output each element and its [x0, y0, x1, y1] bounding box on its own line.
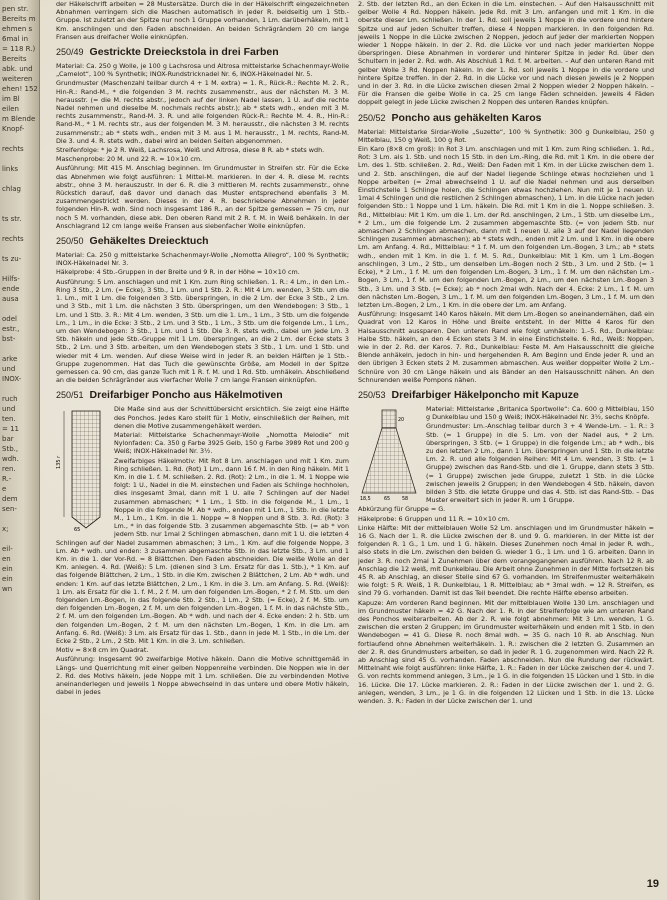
instructions-text: Ausführung: Mit 415 M. Anschlag beginnen. Im Grundmuster in Streifen str. Für die Ecke das Abnehmen wie folgt ausführen: 1 Mittel-M. markieren. In der 4. R. diese M. rechts abstr., ohne 3 M. herauszustr. In der 6. R. die 3 mittleren M. rechts zusammenstr., ohne Rückstich darauf, daß davor und danach das Muster entsprechend ebenfalls 3 M. zusammengestrickt werden. Dieses in der 4. R. beschriebene Abnehmen in jeder folgenden Hin-R. wdh. Sind noch insgesamt 186 R., an der Spitze gemessen = 75 cm, nur noch 5 M. vorhanden, diese abk. Den oberen Rand mit 2 R. f. M. in Weiß behäkeln. In der Anschlagrand 12 cm lange weiße Fransen aus siebenfacher Wolle einknüpfen.	[56, 164, 349, 230]
prev-page-text-line	[2, 174, 39, 184]
prev-page-text-line	[2, 244, 39, 254]
gauge-text: Häkelprobe: 4 Stb.-Gruppen in der Breite und 9 R. in der Höhe = 10×10 cm.	[56, 268, 300, 277]
pattern-text: Grundmuster: Lm.-Anschlag teilbar durch 3 + 4 Wende-Lm. – 1. R.: 3 Stb. (= 1 Gruppe) in die 5. Lm. von der Nadel aus, * 2 Lm. überspringen, 3 Stb. (= 1 Gruppe) in die folgende Lm.; ab * wdh., bis zu den letzten 2 Lm., dann 1 Lm. überspringen und 1 Stb. in die letzte Lm. 2. R. und alle folgenden Reihen: Mit 4 Lm. wenden, 3 Stb. (= 1 Gruppe) zwischen das Rand-Stb. und die 1. Gruppe, dann stets 3 Stb. (= 1 Gruppe) zwischen jede Gruppe, zuletzt 1 Stb. in die Lücke zwischen jeweils 2 Gruppen; in den Wendebogen 4 Stb. häkeln, davon bilden 3 Stb. die letzte Gruppe und das 4. Stb. ist das Rand-Stb. – Das Muster erweitert sich in jeder R. um 1 Gruppe.	[426, 422, 654, 505]
prev-page-text-line: ts zu-	[2, 255, 22, 263]
section-heading-250-52	[358, 112, 654, 125]
section-number: 250/49	[56, 47, 84, 58]
prev-page-text-line: ausa	[2, 295, 19, 303]
prev-page-text-line: ten.	[2, 415, 16, 423]
prev-page-text-line: wn	[2, 585, 13, 593]
prev-page-text-line: en	[2, 555, 11, 563]
prev-page-text-line: ein	[2, 575, 13, 583]
prev-page-text-line: weiteren	[2, 75, 33, 83]
section-number: 250/53	[358, 389, 386, 400]
prev-page-text-line	[2, 514, 39, 524]
prev-page-text-line: ruch	[2, 395, 18, 403]
left-column	[56, 0, 349, 900]
previous-page-edge	[0, 0, 40, 900]
prev-page-text-line: und	[2, 365, 16, 373]
prev-page-text-line: sen-	[2, 505, 17, 513]
section-number: 250/50	[56, 236, 84, 247]
prev-page-text-line	[2, 224, 39, 234]
instructions-text: Ausführung: 5 Lm. anschlagen und mit 1 Km. zum Ring schließen. 1. R.: 4 Lm., in den Lm.-Ring 3 Stb., 2 Lm. (= Ecke), 3 Stb., 1 Lm. und 1 Stb. 2. R.: Mit 4 Lm. wenden, 3 Stb. um die 1. Lm., mit 1 Lm. die folgenden 3 Stb. überspringen, in die 2 Lm. der Ecke 3 Stb., 2 Lm. und 3 Stb., mit 1 Lm. die nächsten 3 Stb. überspringen, um den Wendebogen: 3 Stb., 1 Lm. und 1 Stb. 3. R.: Mit 4 Lm. wenden, 3 Stb. um die 1. Lm., 1 Lm., 3 Stb. um die folgende Lm., 1 Lm., in die Ecke: 3 Stb., 2 Lm. und 3 Stb., 1 Lm., 3 Stb. um die folgende Lm., 1 Lm., um den Wendebogen: 3 Stb., 1 Lm. und 1 Stb. Die 3. R. stets wdh., dabei um jede Lm. 3 Stb. häkeln und jede Stb.-Gruppe mit 1 Lm. überspringen, an die 2 Lm. der Ecke stets 3 Stb., 2 Lm. und 3 Stb. arbeiten, um den Wendebogen stets 3 Stb., 1 Lm. und 1 Stb. und wieder mit 4 Lm. wenden. Auf diese Weise wird in jeder R. an beiden Hälften je 1 Stb.-Gruppe zugenommen. Hat das Tuch die gewünschte Größe, am Modell in der Spitze gemessen ca. 90 cm, das ganze Tuch mit 1 R. f. M. und 1 Rd. Stb. umhäkeln. Abschließend an die beiden Schrägränder aus vierfacher Wolle 7 cm lange Fransen einknüpfen.	[56, 277, 349, 385]
prev-page-text-line: rechts	[2, 235, 24, 243]
material-text: Material: Mittelstarke Schachenmayr-Wolle „Nomotta Melodie“ mit Nylonfaden: Ca. 350 g Farbe 3925 Gelb, 150 g Farbe 3989 Rot und 200 g Weiß; INOX-Häkelnadel Nr. 3½.	[114, 430, 349, 456]
prev-page-text-line: pen str.	[2, 5, 29, 13]
prev-page-text-line: e	[2, 485, 7, 493]
section-heading-250-51	[56, 389, 349, 402]
prev-page-text-line: bar	[2, 435, 14, 443]
material-text: Material: Mittelstarke „Britanica Sportwolle“: Ca. 600 g Mittelblau, 150 g Dunkelblau und 150 g Weiß; INOX-Häkelnadel Nr. 3½, sechs Knöpfe.	[426, 404, 654, 422]
prev-page-text-line	[2, 154, 39, 164]
gauge-text: Maschenprobe: 20 M. und 22 R. = 10×10 cm.	[56, 155, 203, 164]
magazine-page	[40, 0, 667, 900]
section-title: Poncho aus gehäkelten Karos	[391, 111, 542, 124]
dimension-label: 18,5	[360, 496, 371, 502]
dimension-label: 58	[402, 496, 409, 502]
prev-page-text-line: odel	[2, 315, 17, 323]
intro-text: der Häkelschrift arbeiten = 28 Mustersätze. Durch die in der Häkelschrift eingezeichneten Abnahmen verringern sich die Maschen automatisch in jeder R. beidseitig um 1 Stb.-Gruppe. Ist zuletzt an der Spitze nur noch 1 Gruppe vorhanden, 1 Lm. darüberhäkeln, mit 1 Km. anschlingen und den Faden abschneiden. An beiden Schrägrändern 20 cm lange Fransen aus dreifacher Wolle einknüpfen.	[56, 0, 349, 41]
prev-page-text-line: eilen	[2, 105, 19, 113]
dimension-label: 135 r	[56, 456, 62, 470]
section-title: Gestrickte Dreieckstola in drei Farben	[89, 46, 279, 59]
prev-page-text-line: dem	[2, 495, 18, 503]
dimension-label: 65	[74, 527, 81, 533]
prev-page-text-line: Bereits	[2, 55, 27, 63]
prev-page-text-line: estr.,	[2, 325, 20, 333]
prev-page-text-line: Knopf-	[2, 125, 25, 133]
prev-page-text-line	[2, 264, 39, 274]
prev-page-text-line	[2, 304, 39, 314]
prev-page-text-line: m Blende	[2, 115, 36, 123]
section-title: Dreifarbiger Poncho aus Häkelmotiven	[89, 389, 283, 402]
prev-page-text-line: ende	[2, 285, 20, 293]
dimension-label: 65	[384, 496, 391, 502]
prev-page-text-line: ehmen s	[2, 25, 33, 33]
prev-page-text-line: im Bl	[2, 95, 20, 103]
prev-page-text-line	[2, 344, 39, 354]
poncho-schematic	[56, 407, 108, 532]
prev-page-text-line	[2, 134, 39, 144]
motif-text: Ein Karo (8×8 cm groß): In Rot 3 Lm. anschlagen und mit 1 Km. zum Ring schließen. 1. Rd., Rot: 3 Lm. als 1. Stb. und noch 15 Stb. in den Lm.-Ring, die Rd. mit 1 Km. in die obere der Lm. des 1. Stb. schließen. 2. Rd., Weiß: Den Faden mit 1 Km. in der Lücke zwischen dem 1. und 2. Stb. anschlingen, die auf der Nadel liegende Schlinge etwas hochziehen und 1 Noppe arbeiten (= 2mal abwechselnd 1 U. auf die Nadel nehmen und aus derselben Einstichstelle 1 Schlinge holen, die Schlingen etwas hochziehen. Nun mit je 1 neuen U. 1mal 4 Schlingen und die restlichen 2 Schlingen abmaschen), 1 Lm. in die Lücke nach jeden folgenden Stb.: 1 Noppe und 1 Lm. häkeln. Die Rd. mit 1 Km in die 1. Noppe schließen. 3. Rd., Mittelblau: Mit 1 Km. um die 1. Lm. der Rd. anschlingen, 2 Lm., 1 Stb. um dieselbe Lm., * 2 Lm., um die folgende Lm. 2 zusammen abgemaschte Stb. (= von jedem Stb. nur abmaschen 2 Schlingen abmaschen, dann mit 1 neuen U. alle 3 auf der Nadel liegenden Schlingen zusammen abmaschen); ab * stets wdh., enden mit 2 Lm. und 1 Km. in die obere Lm. am Anfang. 4. Rd., Mittelblau: * 1 f. M. um den folgenden Lm.-Bogen, 3 Lm.; ab * stets wdh., enden mit 1 Km. in die 1. f. M. 5. Rd., Dunkelblau: Mit 1 Km. um 1 Lm.-Bogen anschlingen, 3 Lm., 2 Stb., um denselben Lm.-Bogen noch 2 Stb., 3 Lm. und 2 Stb. (= 1 Ecke), * 2 Lm., 1 f. M. um den folgenden Lm.-Bogen, 3 Lm., 1 f. M. um den nächsten Lm.-Bogen, 3 Lm., 1 f. M. um den folgenden Lm.-Bogen, 2 Lm., um den nächsten Lm.-Bogen 3 Stb., 3 Lm. und 3 Stb. (= Ecke); ab * noch 2mal wdh. Nach der 4. Ecke: 2 Lm., 1 f. M. um den nächsten Lm.-Bogen, 3 Lm., 1 f. M. um den folgenden Lm.-Bogen, 3 Lm., 1 f. M. um den letzten Lm.-Bogen, 2 Lm., 1 Km. in die obere der Lm. am Anfang.	[358, 145, 654, 309]
section-heading-250-49	[56, 46, 349, 59]
prev-page-text-line: bst-	[2, 335, 16, 343]
stripe-text: Streifenfolge: * je 2 R. Weiß, Lachsrosa, Weiß und Altrosa, diese 8 R. ab * stets wdh.	[56, 146, 325, 155]
prev-page-text-line	[2, 204, 39, 214]
prev-page-text-line: arke	[2, 355, 18, 363]
prev-page-text-line: x;	[2, 525, 9, 533]
pattern-text: Grundmuster (Maschenzahl teilbar durch 4 + 1 M. extra) = 1. R., Rück-R.: Rechte M. 2. R., Hin-R.: Rand-M., * die folgenden 3 M. rechts zusammenstr., aus der nächsten M. 3 M. herausstr. (= die M. rechts abstr., jedoch auf der linken Nadel lassen, 1 U. auf die rechte Nadel nehmen und dieselbe M. nochmals rechts abstr.); ab * stets wdh., enden mit 3 M. rechts zusammenstr., Rand-M. 3. R. und alle folgenden Rück-R.: Rechte M. 4. R., Hin-R.: Rand-M., * 1 M. rechts str., aus der folgenden M. 3 M. herausstr., die nächsten 3 M. rechts zusammenstr.; ab * stets wdh., enden mit 3 M. aus 1 M. herausstr., 1 M. rechts, Rand-M. Die 3. und 4. R. stets wdh., dabei wird an beiden Seiten abgenommen.	[56, 79, 349, 145]
prev-page-text-line: R.-	[2, 475, 12, 483]
section-title: Gehäkeltes Dreiecktuch	[89, 235, 209, 248]
material-text: Material: Ca. 250 g Wolle, je 100 g Lachsrosa und Altrosa mittelstarke Schachenmayr-Wolle „Camelot“, 100 % Synthetik; INOX-Rundstricknadel Nr. 6, INOX-Häkelnadel Nr. 5.	[56, 62, 349, 79]
section-heading-250-53	[358, 389, 654, 402]
section-title: Dreifarbiger Häkelponcho mit Kapuze	[391, 388, 579, 401]
prev-page-text-line: = 11	[2, 425, 19, 433]
prev-page-text-line	[2, 194, 39, 204]
prev-page-text-line: eil-	[2, 545, 13, 553]
motif-size-text: Motiv = 8×8 cm im Quadrat.	[56, 646, 149, 655]
prev-page-text-line: 6mal in	[2, 35, 29, 43]
prev-page-text-line: Stb.,	[2, 445, 19, 453]
instructions-text: Ausführung: Insgesamt 140 Karos häkeln. Mit dem Lm.-Bogen so aneinandernähen, daß ein Quadrat von 12 Karos in Höhe und Breite entsteht. In der Mitte 4 Karos für den Halsausschnitt aussparen. Den unteren Rand wie folgt umhäkeln: 1.–5. Rd., Dunkelblau: Halbe Stb. häkeln, an den 4 Ecken stets 3 M. in eine Einstichstelle. 6. Rd., Weiß: Noppen, wie in der 2. Rd. der Karos. 7. Rd., Dunkelblau: Feste M. Am Halsausschnitt die gleiche Blende anhäkeln, jedoch in hin- und hergehenden R. Am Beginn und Ende jeder R. und an den übrigen 3 Ecken stets 2 M. zusammen abmaschen. Aus weißer doppelter Wolle 2 Lm.-Schnüre von 30 cm Länge häkeln und als Bänder an den Halsausschnitt nähen. An den Schnurenden weiße Pompons nähen.	[358, 310, 654, 384]
prev-page-text-line: links	[2, 165, 19, 173]
prev-page-text-line: chlag	[2, 185, 21, 193]
right-column	[358, 0, 654, 870]
continued-text: 2. Stb. der letzten Rd., an den Ecken in die Lm. einstechen. – Auf den Halsausschnitt mit gelber Wolle 4 Rd. Noppen häkeln. Jede Rd. mit 3 Lm. anfangen und mit 1 Km. in die oberste dieser Lm. schließen. In der 1. Rd. soll jeweils 1 Noppe in die vordere und hintere Spitze und auf jeden Schulter treffen, diese 4 Noppen markieren. In den folgenden Rd. jeweils 1 Noppe in die Lücke zwischen 2 Noppen, jedoch auf jeder der markierten Noppen wieder 1 Noppe häkeln. In der 2. Rd. die Lücke vor und nach jeder markierten Noppe überspringen. Diese Abnahmen in vorderer und hinterer Spitze in jeder Rd. über den Schultern in jeder 2. Rd. wdh. Als Abschluß 1 Rd. f. M. arbeiten. – Auf den unteren Rand mit gelber Wolle 3 Rd. Noppen häkeln. In der 1. Rd. soll jeweils 1 Noppe in die vordere und hintere Spitze treffen. In der 2. Rd. in die Lücke vor und nach diesen jeweils je 2 Noppen und in der 3. Rd. in die Lücke zwischen diesen 2mal 2 Noppen wieder 2 Noppen häkeln. – Für die Fransen die gelbe Wolle in ca. 25 cm lange Fäden schneiden. Jeweils 4 Fäden doppelt gelegt in jede Lücke zwischen 2 Noppen des unteren Randes knüpfen.	[358, 0, 654, 107]
prev-page-text-line: Bereits m	[2, 15, 36, 23]
prev-page-text-line: Hilfs-	[2, 275, 20, 283]
prev-page-text-line	[2, 534, 39, 544]
prev-page-text-line: = 118 R.)	[2, 45, 36, 53]
prev-page-text-line	[2, 384, 39, 394]
hood-text: Kapuze: Am vorderen Rand beginnen. Mit der mittelblauen Wolle 130 Lm. anschlagen und im Grundmuster häkeln = 42 G. Nach der 1. R. in der Streifenfolge wie am unteren Rand des Ponchos weiterarbeiten. Ab der 2. R. wie folgt abnehmen: Mit 3 Lm. wenden, 1 G. zwischen die ersten 2 Gruppen; im Grundmuster weiterhäkeln und enden mit 1 Stb. in den Wendebogen = 41 G. Diese R. noch 8mal wdh. = 35 G. nach 10 R. ab Anschlag. Nun fortlaufend ohne Abnehmen weiterhäkeln. 1. R.: zwischen die 2 letzten G. Zusammen an der 2. R. des Grundmusters arbeiten, so daß in jeder R. 1 G. zugenommen wird. Nach 22 R. ab Anschlag sind 45 G. vorhanden. Faden abschneiden. Nun die Rundung der rückwärt. Mittelnaht wie folgt ausführen: linke Hälfte, 1. R.: Faden in der Lücke zwischen der 4. und 7. G. von rechts kommend anlegen, 3 Lm., je 1 G. in die folgenden 15 Lücken und 1 Stb. in die 16. Lücke. Die 17. Lücke markieren. 2. R.: Faden in der Lücke zwischen der 1. und 2. G. anlegen, wenden, 3 Lm., je 1 G. in die folgenden 12 Lücken und 1 Stb. in die 13. Lücke wenden. 3. R.: Faden in der Lücke zwischen der 1. und	[358, 598, 654, 706]
page-number: 19	[646, 878, 659, 890]
instructions-text: Ausführung: Insgesamt 90 zweifarbige Motive häkeln. Dann die Motive schnittgemäß in Längs- und Querrichtung mit einer gelben Noppenreihe verbinden. Die Noppen wie in der 2. Rd. des Motivs häkeln, jede Noppe mit 1 Lm. schließen. Die zu verbindenden Motive aneinanderlegen und jeweils 1 Noppe abwechselnd in das untere und obere Motiv häkeln, dabei in jedes	[56, 655, 349, 697]
prev-page-text-line: wdh.	[2, 455, 19, 463]
prev-page-text-line: rechts	[2, 145, 24, 153]
gauge-text: Häkelprobe: 6 Gruppen und 11 R. = 10×10 cm.	[358, 514, 510, 523]
material-text: Material: Ca. 250 g mittelstarke Schachenmayr-Wolle „Nomotta Allegro“, 100 % Synthetik; INOX-Häkelnadel Nr. 3.	[56, 251, 349, 268]
prev-page-text-line: ts str.	[2, 215, 22, 223]
prev-page-text-line: INOX-	[2, 375, 22, 383]
section-number: 250/51	[56, 390, 84, 401]
section-heading-250-50	[56, 235, 349, 248]
section-number: 250/52	[358, 112, 386, 123]
hood-poncho-schematic	[358, 407, 420, 503]
motif-text: Zweifarbiges Häkelmotiv: Mit Rot 8 Lm. anschlagen und mit 1 Km. zum Ring schließen. 1. Rd. (Rot) 1 Lm., dann 16 f. M. in den Ring häkeln. Mit 1 Km. in die 1. f. M. schließen. 2. Rd. (Rot): 2 Lm., in die 1. M. 1 Noppe wie folgt: 1 U., Nadel in die M. einstechen und Faden als Schlinge hochholen, dies insgesamt 3mal, dann mit 1 U. alle 7 Schlingen auf der Nadel zusammen abmaschen; * 1 Lm., 1 Stb. in die folgende M., 1 Lm., 1 Noppe in die folgende M. Ab * wdh., enden mit 1 Lm., 1 Stb. in die letzte M., 1 Lm., 1 Km. in die 1. Noppe = 8 Noppen und 8 Stb. 3. Rd. (Rot): 3 Lm., * in das folgende Stb. 3 zusammen abgemaschte Stb. (= ab * von jedem Stb. nur 1mal 2 Schlingen abmaschen, dann mit 1 U. die letzten 4 Schlingen auf der Nadel zusammen abmaschen; 3 Lm., 1 Km. auf die folgende Noppe, 3 Lm. Ab * wdh. und enden: 3 zusammen abgemaschte Stb. in das letzte Stb., 3 Lm. und 1 Km. in die 1. der Vor-Rd. = 8 Blättchen. Den Faden abschneiden. Die weiße Wolle an der Km. anlegen. 4. Rd. (Weiß): 5 Lm. (dienen sind 3 Lm. Ersatz für das 1. Stb.), * 1 Km. auf das folgende Blättchen, 2 Lm., 1 Stb. in die Km. zwischen 2 Blättchen, 2 Lm. Ab * wdh. und enden: 1 Km. auf das letzte Blättchen, 2 Lm., 1 Km. in die 3. Lm. am Anfang. 5. Rd. (Weiß): 1 Lm. als Ersatz für die 1. f. M., 2 f. M. um den folgenden Lm.-Bogen, * 2 f. M. Stb. um den folgenden Lm.-Bogen, in das folgende Stb. 2 Stb., 1 Lm., 2 Stb. (= Ecke), 2 f. M. Stb. um den folgenden Lm.-Bogen, 2 f. M. um den folgenden Lm.-Bogen, 1 f. M. in das nächste Stb., 2 f. M. um den folgenden Lm.-Bogen. Ab * wdh. und nach der 4. Ecke enden: 2 h. Stb. um den folgenden Lm.-Bogen, 2 f. M. um den nächsten Lm.-Bogen, 1 Km. in die Lm. am Anfang. 6. Rd. (Weiß): 3 Lm. als Ersatz für das 1. Stb., dann in jede M. 1 Stb., in die Lm. der Ecke 2 Stb., 2 Lm., 2 Stb. Mit 1 Km. in die 3. Lm. schließen.	[56, 456, 349, 646]
dimension-label: 20	[398, 417, 405, 423]
section-intro-text: Die Maße sind aus der Schnittübersicht ersichtlich. Sie zeigt eine Hälfte des Ponchos. Jedes Karo stellt für 1 Motiv, einschließlich der Reihen, mit denen die Motive zusammengehäkelt werden.	[114, 405, 349, 430]
prev-page-text-line: ren.	[2, 465, 16, 473]
material-text: Material: Mittelstarke Sirdar-Wolle „Suzette“, 100 % Synthetik: 300 g Dunkelblau, 250 g Mittelblau, 150 g Weiß, 100 g Rot.	[358, 127, 654, 144]
prev-page-text-line: abk. und	[2, 65, 33, 73]
prev-page-text-line: und	[2, 405, 16, 413]
prev-page-text-line: ein	[2, 565, 13, 573]
abbreviation-text: Abkürzung für Gruppe = G.	[358, 505, 446, 514]
left-half-text: Linke Hälfte: Mit der mittelblauen Wolle 52 Lm. anschlagen und im Grundmuster häkeln = 16 G. Nach der 1. R. die Lücke zwischen der 8. und 9. G. markieren. In der Mitte ist der folgenden R. 1 G., 1 Lm. und 1 G. häkeln. Dieses Zunehmen noch 4mal in jeder R. wdh., also stets in die Lm. zwischen den beiden G. wieder 1 G., 1 Lm. und 1 G. arbeiten. Dann in jeder 3. R. noch 2mal 1 Zunehmen über dem vorangegangenen ausführen. Nach 12 R. ab Anschlag die 12 weiß, mit Dunkelblau. Die Arbeit ohne Zunehmen in der Mitte fortsetzen bis 45 R. ab Anschlag, an dieser Stelle sind 67 G. vorhanden. Im Streifenmuster weiterhäkeln wie folgt: 5 R. Weiß, 1 R. Dunkelblau, 1 R. Mittelblau; ab * 3mal wdh. = 12 R. Streifen, es sind 79 G. vorhanden. Damit ist das Teil beendet. Die rechte Hälfte ebenso arbeiten.	[358, 523, 654, 598]
prev-page-text-line: ehen! 152	[2, 85, 38, 93]
